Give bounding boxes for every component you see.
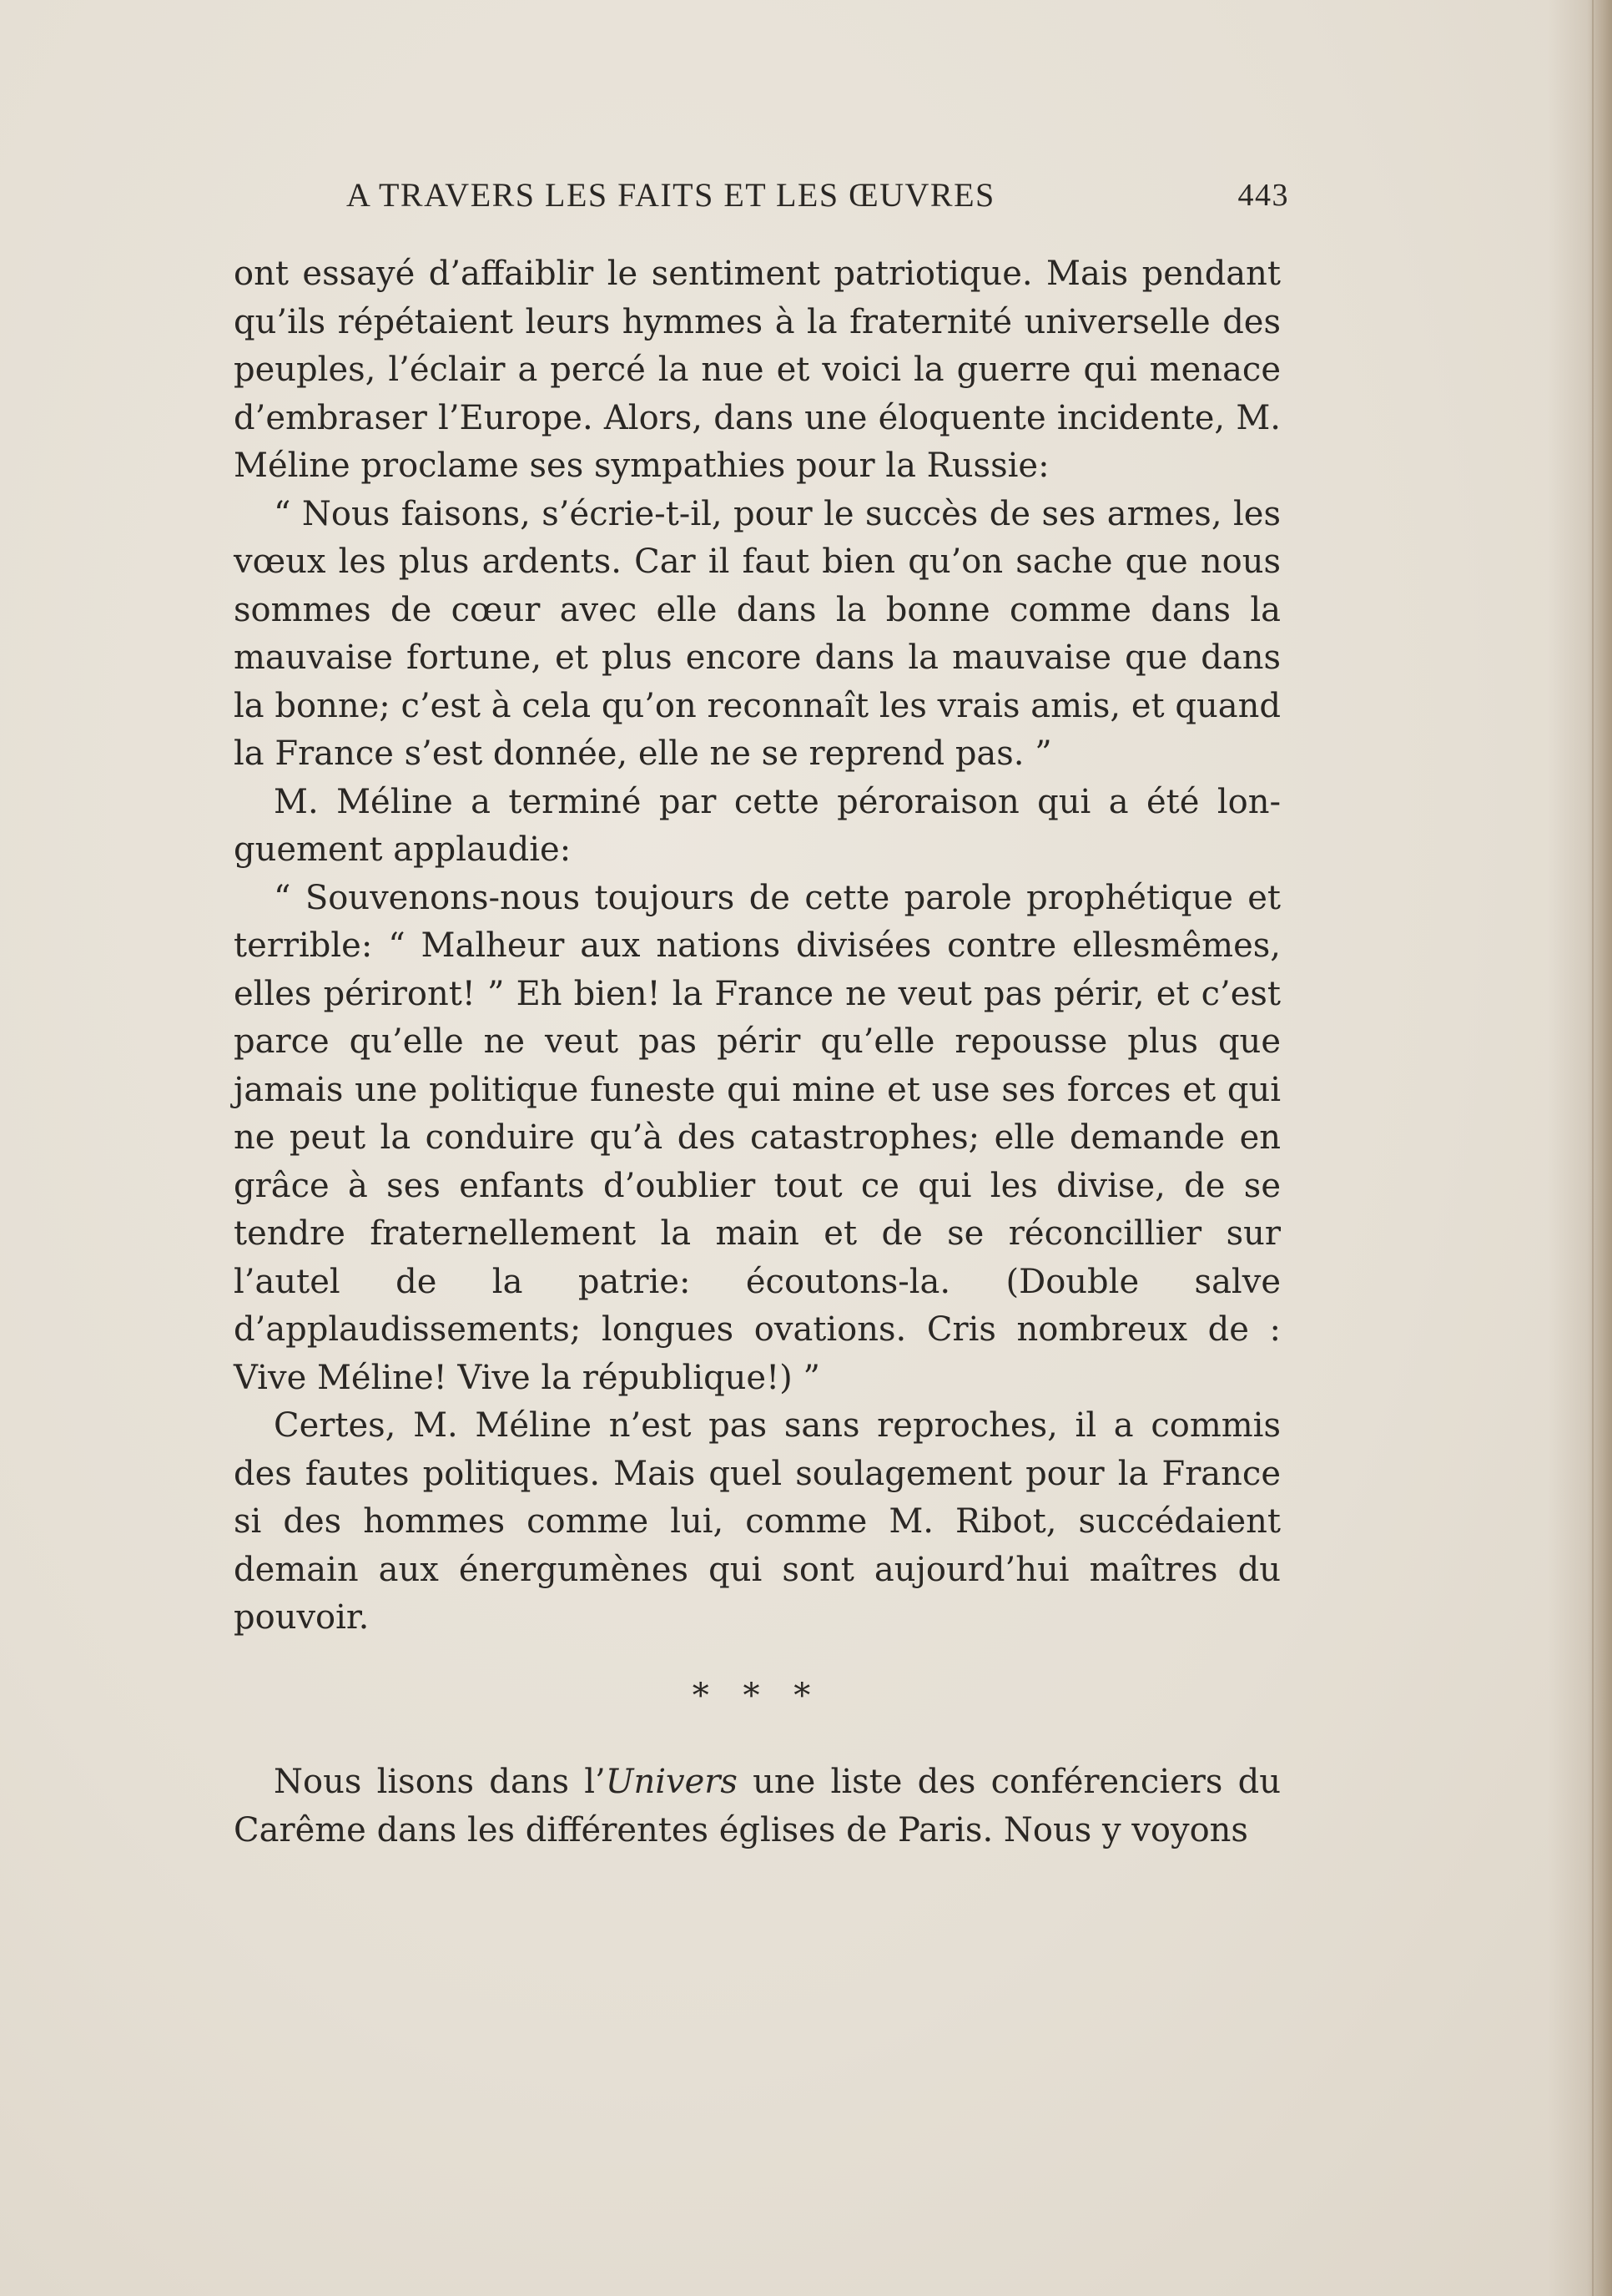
body-text xyxy=(234,250,1281,1854)
running-title: A TRAVERS LES FAITS ET LES ŒUVRES xyxy=(346,176,995,214)
paragraph-5: Certes, M. Méline n’est pas sans reproches, il a commis des fautes politiques. Mais quel soulagement pour la France si des hommes comme lui, comme M. Ribot, succédaient demain aux énergumènes qui sont aujourd’hui maîtres du pouvoir. xyxy=(234,1406,1281,1637)
section-separator: * * * xyxy=(692,1676,823,1715)
paragraph-6 xyxy=(234,1759,1281,1854)
paragraph-6-italic-title: Univers xyxy=(605,1763,738,1801)
paragraph-1: ont essayé d’affaiblir le sentiment patriotique. Mais pendant qu’ils répétaient leurs hymmes à la fraternité universelle des peuples, l’éclair a percé la nue et voici la guerre qui menace d’embraser l’Europe. Alors, dans une éloquente incidente, M. Méline proclame ses sympathies pour la Russie: xyxy=(234,255,1281,485)
spine-line xyxy=(1592,0,1594,2296)
paragraph-3: M. Méline a terminé par cette péroraison qui a été longuement applaudie: xyxy=(234,782,1281,869)
page-edge xyxy=(1587,0,1612,2296)
running-header xyxy=(346,175,1289,225)
paragraph-6-text-after: une liste des conférenciers du Carême dans les différentes églises de Paris. Nous y voyons xyxy=(234,1763,1282,1849)
paragraph-2-quote: “ Nous faisons, s’écrie-t-il, pour le succès de ses armes, les vœux les plus ardents. Car il faut bien qu’on sache que nous sommes de cœur avec elle dans la bonne comme dans la mauvaise fortune, et plus encore dans la mauvaise que dans la bonne; c’est à cela qu’on reconnaît les vrais amis, et quand la France s’est donnée, elle ne se reprend pas. ” xyxy=(234,494,1281,773)
paragraph-4-quote: “ Souvenons-nous toujours de cette parole prophétique et terrible: “ Malheur aux nations divisées contre ellesmêmes, elles périront! ” Eh bien! la France ne veut pas périr, et c’est parce qu’elle ne veut pas périr qu’elle repousse plus que jamais une politique funeste qui mine et use ses forces et qui ne peut la conduire qu’à des catastrophes; elle demande en grâce à ses enfants d’oublier tout ce qui les divise, de se tendre fraternellement la main et de se réconcillier sur l’autel de la patrie: écoutons-la. (Double salve d’applaudissements; longues ovations. Cris nombreux de : Vive Méline! Vive la république!) ” xyxy=(234,878,1281,1397)
page-number: 443 xyxy=(1237,178,1289,213)
paragraph-6-text-before: Nous lisons dans l’ xyxy=(274,1763,606,1801)
